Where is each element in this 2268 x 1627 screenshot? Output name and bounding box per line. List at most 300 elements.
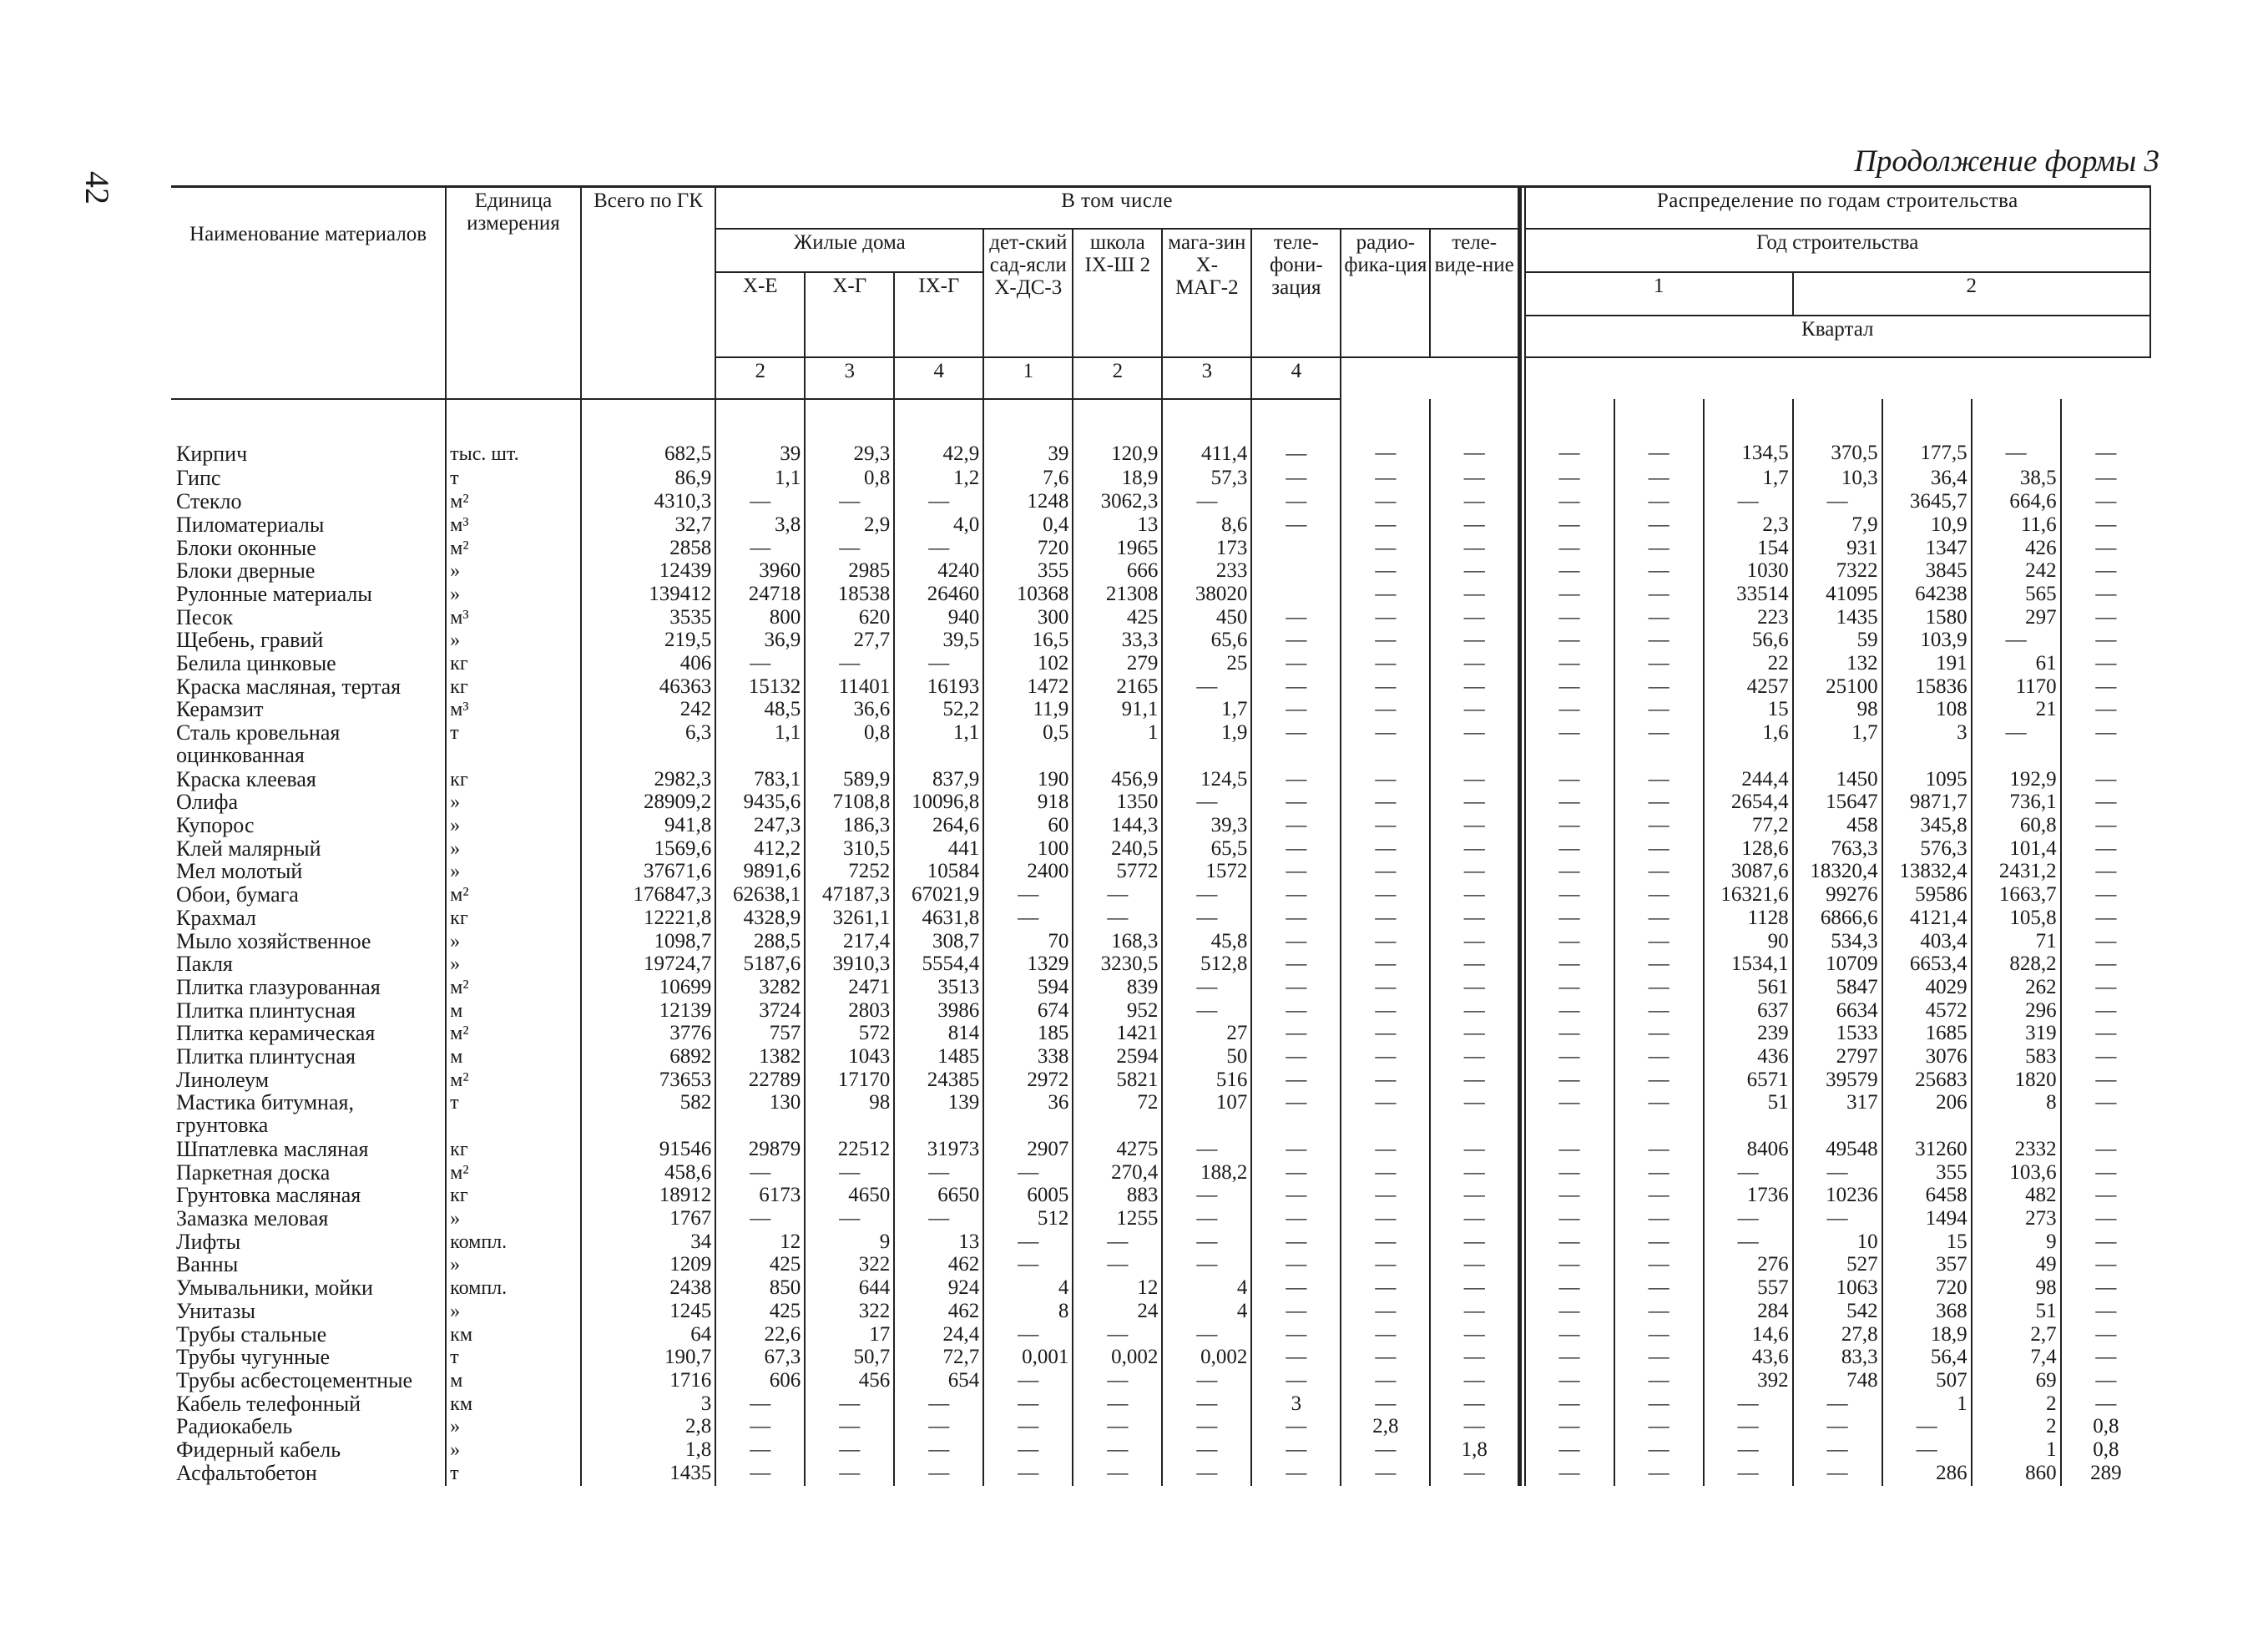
- value-cell: 134,5: [1704, 399, 1793, 468]
- value-cell: 15: [1704, 699, 1793, 722]
- value-cell: —: [1251, 1023, 1341, 1046]
- value-cell: —: [983, 1393, 1073, 1417]
- value-cell: —: [1525, 1347, 1614, 1370]
- value-cell: 9: [1972, 1231, 2061, 1255]
- value-cell: 1,2: [894, 467, 983, 491]
- table-row: [171, 1046, 2150, 1069]
- value-cell: 1485: [894, 1046, 983, 1069]
- value-cell: 70: [983, 931, 1073, 954]
- value-cell: —: [1614, 931, 1704, 954]
- value-cell: 5821: [1073, 1069, 1162, 1093]
- value-cell: 10236: [1793, 1185, 1882, 1208]
- header-school: школа IХ-Ш 2: [1073, 229, 1162, 357]
- header-unit: Единица измерения: [446, 187, 581, 399]
- value-cell: 654: [894, 1370, 983, 1393]
- value-cell: 36,9: [715, 629, 805, 653]
- value-cell: 666: [1073, 560, 1162, 584]
- material-unit: кг: [446, 653, 581, 676]
- value-cell: 242: [581, 699, 716, 722]
- value-cell: —: [1525, 1439, 1614, 1463]
- value-cell: —: [2061, 1092, 2150, 1138]
- value-cell: 839: [1073, 977, 1162, 1000]
- value-cell: 2,9: [805, 514, 894, 538]
- value-cell: 589,9: [805, 769, 894, 792]
- value-cell: 1663,7: [1972, 884, 2061, 907]
- value-cell: 1: [1972, 1439, 2061, 1463]
- header-shop: мага-зин Х-МАГ-2: [1162, 229, 1251, 357]
- value-cell: 24: [1073, 1301, 1162, 1324]
- table-row: [171, 1393, 2150, 1417]
- value-cell: —: [1704, 1416, 1793, 1439]
- table-row: [171, 722, 2150, 768]
- value-cell: —: [1614, 1162, 1704, 1185]
- value-cell: 720: [1882, 1277, 1972, 1301]
- material-unit: »: [446, 1439, 581, 1463]
- value-cell: —: [1251, 1439, 1341, 1463]
- value-cell: 3535: [581, 607, 716, 630]
- material-unit: м: [446, 1046, 581, 1069]
- value-cell: 1,7: [1704, 467, 1793, 491]
- value-cell: 850: [715, 1277, 805, 1301]
- value-cell: 12221,8: [581, 907, 716, 931]
- value-cell: 48,5: [715, 699, 805, 722]
- value-cell: —: [1341, 653, 1430, 676]
- value-cell: —: [2061, 1370, 2150, 1393]
- value-cell: 4029: [1882, 977, 1972, 1000]
- value-cell: 242: [1972, 560, 2061, 584]
- value-cell: —: [1525, 1393, 1614, 1417]
- table-row: [171, 1023, 2150, 1046]
- material-name: Керамзит: [176, 699, 264, 722]
- value-cell: —: [1341, 1046, 1430, 1069]
- table-row: [171, 1439, 2150, 1463]
- value-cell: 177,5: [1882, 399, 1972, 468]
- value-cell: —: [1525, 491, 1614, 514]
- value-cell: 456,9: [1073, 769, 1162, 792]
- material-name: Умывальники, мойки: [176, 1277, 373, 1301]
- value-cell: 192,9: [1972, 769, 2061, 792]
- value-cell: —: [1430, 861, 1519, 884]
- value-cell: 59586: [1882, 884, 1972, 907]
- value-cell: 512: [983, 1208, 1073, 1231]
- value-cell: 300: [983, 607, 1073, 630]
- value-cell: —: [1341, 1023, 1430, 1046]
- value-cell: —: [1614, 953, 1704, 977]
- value-cell: 828,2: [1972, 953, 2061, 977]
- value-cell: 918: [983, 791, 1073, 815]
- value-cell: —: [1430, 538, 1519, 561]
- material-name: Олифа: [176, 791, 239, 815]
- value-cell: 837,9: [894, 769, 983, 792]
- material-unit: кг: [446, 907, 581, 931]
- value-cell: —: [1525, 1416, 1614, 1439]
- value-cell: 516: [1162, 1069, 1251, 1093]
- value-cell: —: [1430, 1092, 1519, 1138]
- value-cell: 3645,7: [1882, 491, 1972, 514]
- table-row: [171, 1301, 2150, 1324]
- value-cell: 322: [805, 1254, 894, 1277]
- value-cell: 3076: [1882, 1046, 1972, 1069]
- value-cell: —: [1430, 1416, 1519, 1439]
- value-cell: 1,1: [894, 722, 983, 768]
- value-cell: 1128: [1704, 907, 1793, 931]
- header-material-name: Наименование материалов: [171, 187, 446, 399]
- table-row: [171, 1185, 2150, 1208]
- table-row: [171, 907, 2150, 931]
- material-name: Замазка меловая: [176, 1207, 329, 1230]
- value-cell: 139: [894, 1092, 983, 1138]
- value-cell: 4: [1162, 1277, 1251, 1301]
- value-cell: 64238: [1882, 584, 1972, 607]
- value-cell: 1,1: [715, 722, 805, 768]
- value-cell: 1098,7: [581, 931, 716, 954]
- value-cell: —: [1614, 1046, 1704, 1069]
- value-cell: 736,1: [1972, 791, 2061, 815]
- material-unit: м³: [446, 607, 581, 630]
- value-cell: —: [1614, 491, 1704, 514]
- value-cell: 10,9: [1882, 514, 1972, 538]
- value-cell: 289: [2061, 1463, 2150, 1486]
- value-cell: —: [1430, 977, 1519, 1000]
- header-year1-q3: 3: [805, 357, 894, 399]
- material-name: Блоки дверные: [176, 560, 316, 584]
- value-cell: 1,1: [715, 467, 805, 491]
- material-unit: м: [446, 1000, 581, 1023]
- value-cell: 3845: [1882, 560, 1972, 584]
- value-cell: 3062,3: [1073, 491, 1162, 514]
- header-year2-q4: 4: [1251, 357, 1341, 399]
- value-cell: —: [1614, 1301, 1704, 1324]
- value-cell: —: [2061, 699, 2150, 722]
- material-name: Кабель телефонный: [176, 1392, 361, 1416]
- value-cell: —: [1793, 1162, 1882, 1185]
- value-cell: 6653,4: [1882, 953, 1972, 977]
- table-row: [171, 1254, 2150, 1277]
- value-cell: 674: [983, 1000, 1073, 1023]
- material-name: Песок: [176, 606, 234, 629]
- table-row: [171, 629, 2150, 653]
- value-cell: 1494: [1882, 1208, 1972, 1231]
- value-cell: —: [1614, 977, 1704, 1000]
- value-cell: —: [1341, 722, 1430, 768]
- value-cell: 62638,1: [715, 884, 805, 907]
- value-cell: 565: [1972, 584, 2061, 607]
- value-cell: —: [1430, 629, 1519, 653]
- value-cell: 144,3: [1073, 815, 1162, 838]
- value-cell: —: [2061, 838, 2150, 862]
- value-cell: 69: [1972, 1370, 2061, 1393]
- material-name: Пиломатериалы: [176, 513, 325, 537]
- table-row: [171, 977, 2150, 1000]
- value-cell: 1,8: [581, 1439, 716, 1463]
- material-name: Гипс: [176, 467, 221, 491]
- value-cell: 39: [983, 399, 1073, 468]
- value-cell: —: [983, 1370, 1073, 1393]
- value-cell: 262: [1972, 977, 2061, 1000]
- value-cell: —: [1341, 560, 1430, 584]
- value-cell: 24,4: [894, 1324, 983, 1347]
- value-cell: —: [1430, 1069, 1519, 1093]
- value-cell: —: [1525, 838, 1614, 862]
- value-cell: 176847,3: [581, 884, 716, 907]
- value-cell: 15647: [1793, 791, 1882, 815]
- value-cell: 1421: [1073, 1023, 1162, 1046]
- material-name: Плитка глазурованная: [176, 976, 381, 999]
- value-cell: 620: [805, 607, 894, 630]
- value-cell: —: [2061, 1000, 2150, 1023]
- value-cell: 317: [1793, 1092, 1882, 1138]
- value-cell: 3282: [715, 977, 805, 1000]
- value-cell: —: [1430, 769, 1519, 792]
- value-cell: —: [1251, 884, 1341, 907]
- value-cell: —: [1614, 584, 1704, 607]
- value-cell: —: [1614, 907, 1704, 931]
- value-cell: 2985: [805, 560, 894, 584]
- value-cell: 860: [1972, 1463, 2061, 1486]
- value-cell: —: [1341, 1139, 1430, 1162]
- material-name: Шпатлевка масляная: [176, 1138, 369, 1161]
- value-cell: —: [1525, 884, 1614, 907]
- value-cell: —: [983, 884, 1073, 907]
- value-cell: —: [1341, 538, 1430, 561]
- value-cell: —: [1251, 931, 1341, 954]
- value-cell: —: [715, 1393, 805, 1417]
- value-cell: —: [1162, 1208, 1251, 1231]
- value-cell: —: [1251, 1370, 1341, 1393]
- value-cell: —: [2061, 791, 2150, 815]
- value-cell: 65,5: [1162, 838, 1251, 862]
- value-cell: 1685: [1882, 1023, 1972, 1046]
- value-cell: —: [1341, 1231, 1430, 1255]
- material-name: Унитазы: [176, 1300, 255, 1323]
- value-cell: 49: [1972, 1254, 2061, 1277]
- value-cell: 883: [1073, 1185, 1162, 1208]
- value-cell: 10: [1793, 1231, 1882, 1255]
- value-cell: —: [1614, 1254, 1704, 1277]
- value-cell: —: [715, 491, 805, 514]
- value-cell: —: [1251, 1416, 1341, 1439]
- value-cell: —: [2061, 815, 2150, 838]
- table-row: [171, 769, 2150, 792]
- table-row: [171, 1092, 2150, 1138]
- value-cell: 1030: [1704, 560, 1793, 584]
- value-cell: —: [1704, 1231, 1793, 1255]
- value-cell: 940: [894, 607, 983, 630]
- material-name: Линолеум: [176, 1069, 270, 1092]
- value-cell: 3: [1251, 1393, 1341, 1417]
- value-cell: —: [1430, 584, 1519, 607]
- value-cell: 308,7: [894, 931, 983, 954]
- value-cell: —: [1251, 1046, 1341, 1069]
- header-ixg: IХ-Г: [894, 272, 983, 357]
- value-cell: —: [1073, 907, 1162, 931]
- value-cell: —: [1073, 1370, 1162, 1393]
- value-cell: —: [1614, 1416, 1704, 1439]
- value-cell: 1209: [581, 1254, 716, 1277]
- value-cell: 1: [1882, 1393, 1972, 1417]
- value-cell: [1251, 538, 1341, 561]
- material-unit: кг: [446, 676, 581, 700]
- material-unit: »: [446, 931, 581, 954]
- value-cell: —: [1972, 629, 2061, 653]
- value-cell: —: [1162, 1416, 1251, 1439]
- material-unit: т: [446, 1463, 581, 1486]
- material-name: Краска клеевая: [176, 768, 316, 791]
- value-cell: 3513: [894, 977, 983, 1000]
- value-cell: —: [1525, 769, 1614, 792]
- material-unit: м²: [446, 491, 581, 514]
- value-cell: 11,9: [983, 699, 1073, 722]
- value-cell: —: [1341, 861, 1430, 884]
- value-cell: 3960: [715, 560, 805, 584]
- value-cell: —: [1341, 1301, 1430, 1324]
- value-cell: —: [2061, 722, 2150, 768]
- value-cell: —: [1341, 931, 1430, 954]
- value-cell: 5187,6: [715, 953, 805, 977]
- value-cell: 39579: [1793, 1069, 1882, 1093]
- material-unit: т: [446, 722, 581, 768]
- value-cell: 4257: [1704, 676, 1793, 700]
- value-cell: —: [1251, 815, 1341, 838]
- value-cell: 103,6: [1972, 1162, 2061, 1185]
- value-cell: 36,4: [1882, 467, 1972, 491]
- value-cell: —: [715, 1162, 805, 1185]
- material-unit: »: [446, 1416, 581, 1439]
- value-cell: —: [2061, 560, 2150, 584]
- value-cell: —: [1430, 1046, 1519, 1069]
- value-cell: —: [1614, 769, 1704, 792]
- value-cell: 130: [715, 1092, 805, 1138]
- header-including: В том числе: [715, 187, 1519, 229]
- value-cell: 3776: [581, 1023, 716, 1046]
- value-cell: —: [1341, 1439, 1430, 1463]
- value-cell: 5772: [1073, 861, 1162, 884]
- value-cell: 1329: [983, 953, 1073, 977]
- value-cell: —: [894, 491, 983, 514]
- value-cell: 264,6: [894, 815, 983, 838]
- material-name: Грунтовка масляная: [176, 1185, 361, 1208]
- value-cell: 7322: [1793, 560, 1882, 584]
- value-cell: 1,6: [1704, 722, 1793, 768]
- value-cell: 11,6: [1972, 514, 2061, 538]
- value-cell: —: [1525, 607, 1614, 630]
- value-cell: —: [1341, 1347, 1430, 1370]
- value-cell: —: [1430, 1208, 1519, 1231]
- value-cell: 1472: [983, 676, 1073, 700]
- value-cell: 0,5: [983, 722, 1073, 768]
- table-row: [171, 1324, 2150, 1347]
- value-cell: —: [2061, 861, 2150, 884]
- value-cell: —: [1251, 399, 1341, 468]
- value-cell: —: [1251, 861, 1341, 884]
- value-cell: 3261,1: [805, 907, 894, 931]
- material-unit: »: [446, 1301, 581, 1324]
- value-cell: 28909,2: [581, 791, 716, 815]
- material-unit: т: [446, 1347, 581, 1370]
- material-unit: компл.: [446, 1231, 581, 1255]
- value-cell: —: [1162, 977, 1251, 1000]
- value-cell: 1736: [1704, 1185, 1793, 1208]
- value-cell: 102: [983, 653, 1073, 676]
- material-name: Фидерный кабель: [176, 1439, 341, 1463]
- value-cell: —: [2061, 584, 2150, 607]
- value-cell: 64: [581, 1324, 716, 1347]
- value-cell: 425: [1073, 607, 1162, 630]
- value-cell: —: [1614, 884, 1704, 907]
- value-cell: 59: [1793, 629, 1882, 653]
- value-cell: 5554,4: [894, 953, 983, 977]
- value-cell: —: [1251, 1231, 1341, 1255]
- material-name: Трубы стальные: [176, 1323, 327, 1347]
- value-cell: —: [1430, 699, 1519, 722]
- value-cell: 462: [894, 1301, 983, 1324]
- value-cell: 37671,6: [581, 861, 716, 884]
- value-cell: 90: [1704, 931, 1793, 954]
- value-cell: —: [1251, 1347, 1341, 1370]
- value-cell: 128,6: [1704, 838, 1793, 862]
- value-cell: —: [894, 1162, 983, 1185]
- value-cell: 185: [983, 1023, 1073, 1046]
- value-cell: —: [1430, 514, 1519, 538]
- value-cell: —: [1430, 1324, 1519, 1347]
- value-cell: 6650: [894, 1185, 983, 1208]
- value-cell: —: [715, 538, 805, 561]
- value-cell: 0,002: [1073, 1347, 1162, 1370]
- value-cell: —: [1341, 1208, 1430, 1231]
- header-year-1: 1: [1525, 272, 1793, 316]
- value-cell: —: [715, 1208, 805, 1231]
- value-cell: 2,8: [1341, 1416, 1430, 1439]
- value-cell: 425: [715, 1254, 805, 1277]
- table-row: [171, 953, 2150, 977]
- value-cell: —: [1341, 791, 1430, 815]
- table-row: [171, 1347, 2150, 1370]
- value-cell: 436: [1704, 1046, 1793, 1069]
- value-cell: 91546: [581, 1139, 716, 1162]
- continuation-label: Продолжение формы 3: [1854, 144, 2159, 179]
- value-cell: —: [1430, 953, 1519, 977]
- material-name: Клей малярный: [176, 837, 321, 861]
- material-unit: т: [446, 1092, 581, 1138]
- value-cell: 16321,6: [1704, 884, 1793, 907]
- value-cell: 39: [715, 399, 805, 468]
- value-cell: 31260: [1882, 1139, 1972, 1162]
- table-row: [171, 467, 2150, 491]
- value-cell: —: [894, 1463, 983, 1486]
- value-cell: 52,2: [894, 699, 983, 722]
- value-cell: —: [1614, 1231, 1704, 1255]
- table-row: [171, 791, 2150, 815]
- value-cell: 12: [1073, 1277, 1162, 1301]
- value-cell: —: [1162, 1231, 1251, 1255]
- value-cell: —: [894, 1208, 983, 1231]
- value-cell: —: [1251, 1254, 1341, 1277]
- header-xe: Х-Е: [715, 272, 805, 357]
- table-row: [171, 884, 2150, 907]
- value-cell: 392: [1704, 1370, 1793, 1393]
- material-name: Мыло хозяйственное: [176, 930, 371, 953]
- value-cell: —: [1525, 653, 1614, 676]
- value-cell: 338: [983, 1046, 1073, 1069]
- value-cell: —: [1341, 1463, 1430, 1486]
- value-cell: —: [2061, 1301, 2150, 1324]
- value-cell: 1347: [1882, 538, 1972, 561]
- value-cell: 239: [1704, 1023, 1793, 1046]
- value-cell: —: [1525, 514, 1614, 538]
- value-cell: 0,4: [983, 514, 1073, 538]
- value-cell: —: [1430, 1162, 1519, 1185]
- value-cell: —: [1525, 907, 1614, 931]
